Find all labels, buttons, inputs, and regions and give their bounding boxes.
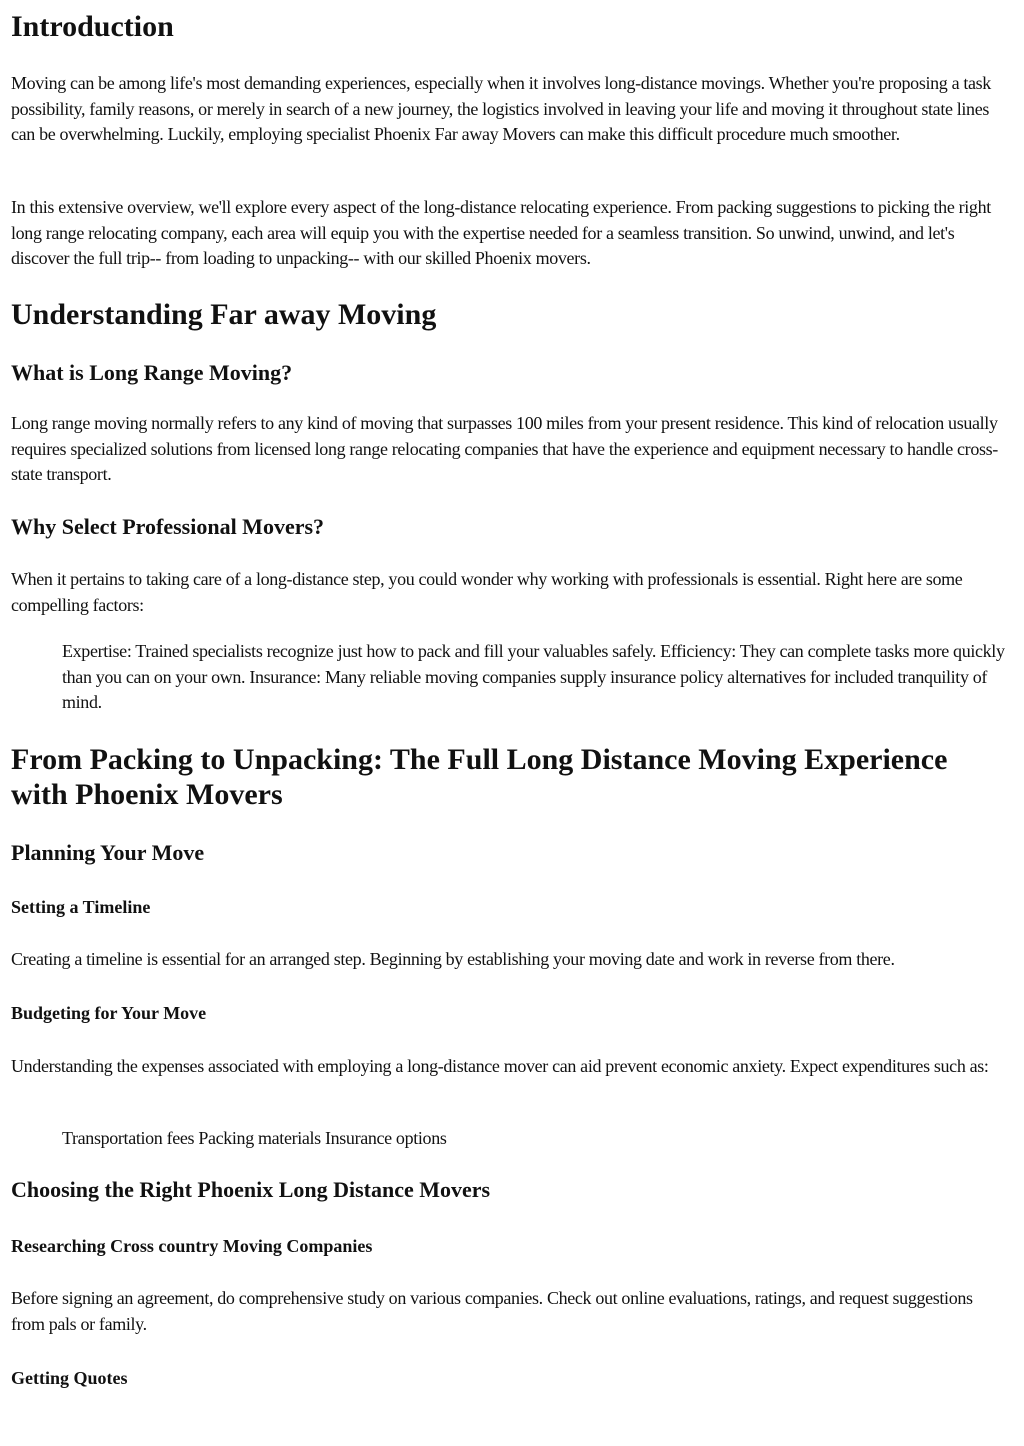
why-select-list: Expertise: Trained specialists recognize just how to pack and fill your valuables safely. Efficiency: They can complete tasks more quickly than you can on your own. Insurance: Many reliable moving companies supply insurance policy alternatives for included tranquility of mind. — [62, 641, 1005, 713]
why-select-paragraph: When it pertains to taking care of a long-distance step, you could wonder why working with professionals is essential. Right here are some compelling factors: — [11, 569, 963, 615]
what-is-heading: What is Long Range Moving? — [11, 360, 293, 385]
budgeting-heading: Budgeting for Your Move — [11, 1003, 207, 1023]
why-select-heading: Why Select Professional Movers? — [11, 514, 325, 539]
planning-heading: Planning Your Move — [11, 840, 205, 865]
understanding-heading: Understanding Far away Moving — [11, 298, 437, 331]
budgeting-paragraph: Understanding the expenses associated with employing a long-distance mover can aid prevent economic anxiety. Expect expenditures such as: — [11, 1056, 989, 1076]
researching-heading: Researching Cross country Moving Companies — [11, 1236, 373, 1256]
choosing-heading: Choosing the Right Phoenix Long Distance Movers — [11, 1177, 491, 1202]
introduction-heading: Introduction — [11, 10, 174, 43]
main-heading: From Packing to Unpacking: The Full Long Distance Moving Experience with Phoenix Movers — [11, 743, 948, 811]
introduction-paragraph-2: In this extensive overview, we'll explore every aspect of the long-distance relocating experience. From packing suggestions to picking the right long range relocating company, each area will equip you with the expertise needed for a seamless transition. So unwind, unwind, and let's discover the full trip-- from loading to unpacking-- with our skilled Phoenix movers. — [11, 197, 991, 269]
researching-paragraph: Before signing an agreement, do comprehensive study on various companies. Check out online evaluations, ratings, and request suggestions from pals or family. — [11, 1288, 973, 1334]
timeline-paragraph: Creating a timeline is essential for an arranged step. Beginning by establishing your moving date and work in reverse from there. — [11, 949, 895, 969]
what-is-paragraph: Long range moving normally refers to any kind of moving that surpasses 100 miles from your present residence. This kind of relocation usually requires specialized solutions from licensed long range relocating companies that have the experience and equipment necessary to handle cross-state transport. — [11, 413, 998, 485]
timeline-heading: Setting a Timeline — [11, 897, 151, 917]
getting-quotes-heading: Getting Quotes — [11, 1368, 128, 1388]
budgeting-list: Transportation fees Packing materials Insurance options — [62, 1128, 447, 1148]
introduction-paragraph-1: Moving can be among life's most demanding experiences, especially when it involves long-distance movings. Whether you're proposing a task possibility, family reasons, or merely in search of a new journey, the logistics involved in leaving your life and moving it throughout state lines can be overwhelming. Luckily, employing specialist Phoenix Far away Movers can make this difficult procedure much smoother. — [11, 73, 991, 145]
